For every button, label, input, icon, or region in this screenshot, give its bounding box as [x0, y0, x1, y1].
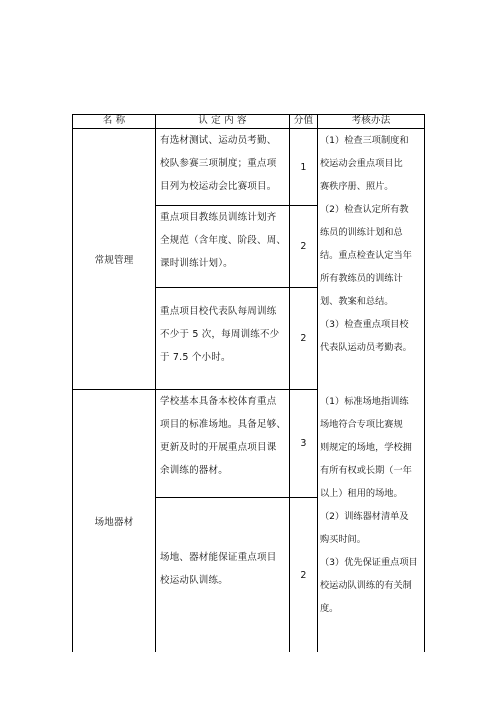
header-score: 分值 [293, 115, 314, 126]
content-line: 学校基本具备本校体育重点 [160, 396, 277, 407]
category-routine: 常规管理 [94, 255, 134, 266]
content-line: 项目的标准场地。具备足够、 [160, 419, 287, 430]
table-row-2-content [160, 206, 290, 275]
method-line: 校运动会重点项目比 [320, 158, 403, 169]
content-line: 全规范（含年度、阶段、周、 [160, 235, 287, 246]
header-method: 考核办法 [351, 115, 391, 126]
method-line: 则规定的场地，学校拥 [320, 442, 412, 453]
content-line: 更新及时的开展重点项目课 [160, 442, 277, 453]
content-line: 于 7.5 个小时。 [160, 352, 231, 363]
method-line: （2）检查认定所有教 [320, 204, 409, 215]
category-facilities: 场地器材 [94, 517, 134, 528]
table-row-5-score: 2 [300, 569, 307, 581]
method-line: （1）标准场地指训练 [320, 396, 409, 407]
content-line: 余训练的器材。 [160, 465, 228, 476]
method-line: 购买时间。 [320, 534, 366, 545]
method-line: （2）训练器材清单及 [320, 511, 409, 522]
content-line: 课时训练计划）。 [160, 258, 233, 269]
content-line: 目列为校运动会比赛项目。 [160, 181, 277, 192]
method-line: 度。 [320, 603, 339, 614]
header-name: 名 称 [102, 115, 126, 126]
method-facilities [320, 390, 424, 620]
table-row-4-content [160, 390, 290, 482]
method-line: 结。重点检查认定当年 [320, 250, 412, 261]
method-line: 练员的训练计划和总 [320, 227, 403, 238]
method-line: 赛秩序册、照片。 [320, 181, 394, 192]
table-row-2-score: 2 [300, 241, 307, 252]
content-line: 有选材测试、运动员考勤、 [160, 135, 277, 146]
method-routine [320, 129, 424, 359]
table-row-1-content [160, 129, 290, 198]
content-line: 重点项目校代表队每周训练 [160, 306, 277, 317]
method-line: 有所有权或长期（一年 [320, 465, 412, 476]
content-line: 校运动队训练。 [160, 575, 228, 586]
method-line: （3）检查重点项目校 [320, 319, 409, 330]
header-content: 认 定 内 容 [198, 115, 247, 126]
method-line: （3）优先保证重点项目 [320, 557, 418, 568]
method-line: （1）检查三项制度和 [320, 135, 409, 146]
method-line: 划、教案和总结。 [320, 296, 394, 307]
table-row-4-score: 3 [300, 438, 307, 449]
content-line: 校队参赛三项制度；重点项 [160, 158, 277, 169]
content-line: 场地、器材能保证重点项目 [160, 552, 277, 563]
table-row-3-content [160, 300, 290, 369]
method-line: 校运动队训练的有关制 [320, 580, 412, 591]
table-row-3-score: 2 [300, 333, 307, 344]
method-line: 所有教练员的训练计 [320, 273, 403, 284]
table-row-5-content [160, 546, 290, 592]
table-row-1-score: 1 [300, 161, 307, 173]
content-line: 不少于 5 次，每周训练不少 [160, 329, 280, 340]
method-line: 场地符合专项比赛规 [320, 419, 403, 430]
content-line: 重点项目教练员训练计划齐 [160, 212, 277, 223]
method-line: 代表队运动员考勤表。 [320, 342, 412, 353]
method-line: 以上）租用的场地。 [320, 488, 403, 499]
